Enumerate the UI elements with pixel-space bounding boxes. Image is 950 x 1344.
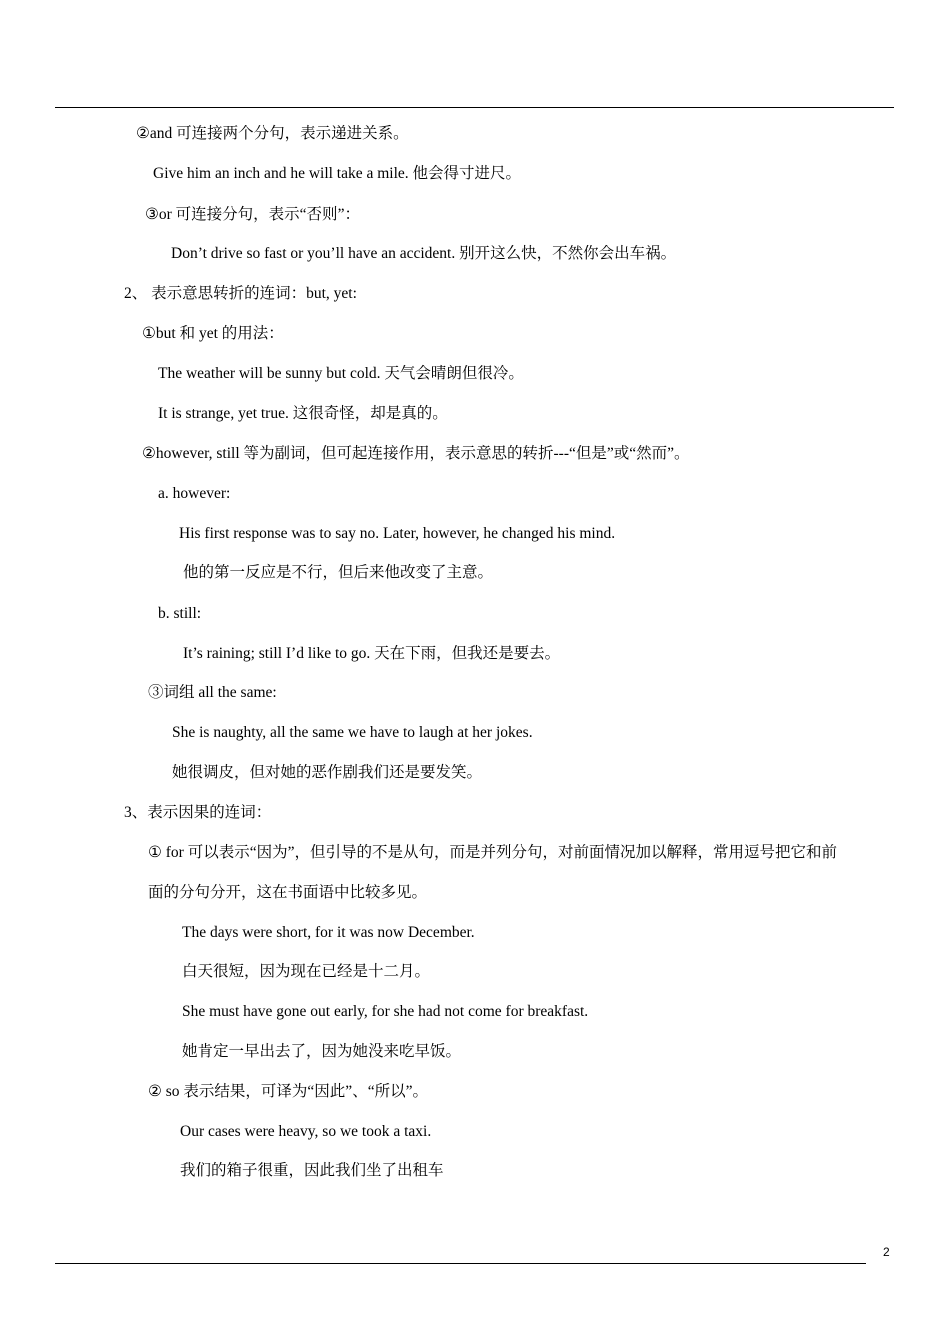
text-line: 他的第一反应是不行，但后来他改变了主意。: [183, 564, 494, 581]
text-line: The days were short, for it was now December.: [182, 924, 475, 941]
text-line: 白天很短，因为现在已经是十二月。: [182, 963, 431, 980]
section-heading: 3、表示因果的连词：: [124, 804, 272, 821]
text-line: ③or 可连接分句，表示“否则”：: [145, 206, 360, 223]
text-line: It is strange, yet true. 这很奇怪，却是真的。: [158, 405, 448, 422]
text-line: She is naughty, all the same we have to laugh at her jokes.: [172, 724, 533, 741]
text-line: a. however:: [158, 485, 231, 502]
text-line: 面的分句分开，这在书面语中比较多见。: [148, 884, 428, 901]
text-line: ②and 可连接两个分句，表示递进关系。: [136, 125, 409, 142]
footer-rule: [55, 1263, 866, 1264]
section-heading: 2、 表示意思转折的连词：but, yet:: [124, 285, 357, 302]
text-line: Give him an inch and he will take a mile. 他会得寸进尺。: [153, 165, 522, 182]
text-line: She must have gone out early, for she had not come for breakfast.: [182, 1003, 589, 1020]
text-line: ① for 可以表示“因为”，但引导的不是从句，而是并列分句，对前面情况加以解释，常用逗号把它和前: [148, 844, 837, 861]
text-line: The weather will be sunny but cold. 天气会晴朗但很冷。: [158, 365, 524, 382]
text-line: ②however, still 等为副词，但可起连接作用，表示意思的转折---“但是”或“然而”。: [142, 445, 690, 462]
text-line: Don’t drive so fast or you’ll have an accident. 别开这么快，不然你会出车祸。: [171, 245, 677, 262]
text-line: ② so 表示结果，可译为“因此”、“所以”。: [148, 1083, 428, 1100]
text-line: 她很调皮，但对她的恶作剧我们还是要发笑。: [172, 764, 483, 781]
text-line: It’s raining; still I’d like to go. 天在下雨，但我还是要去。: [183, 645, 561, 662]
text-line: 她肯定一早出去了，因为她没来吃早饭。: [182, 1043, 462, 1060]
text-line: ③词组 all the same:: [148, 684, 277, 701]
header-rule: [55, 107, 894, 108]
text-line: 我们的箱子很重，因此我们坐了出租车: [180, 1162, 444, 1179]
text-line: b. still:: [158, 605, 202, 622]
text-line: Our cases were heavy, so we took a taxi.: [180, 1123, 432, 1140]
page-number: 2: [883, 1245, 890, 1259]
text-line: His first response was to say no. Later, however, he changed his mind.: [179, 525, 616, 542]
text-line: ①but 和 yet 的用法：: [142, 325, 284, 342]
